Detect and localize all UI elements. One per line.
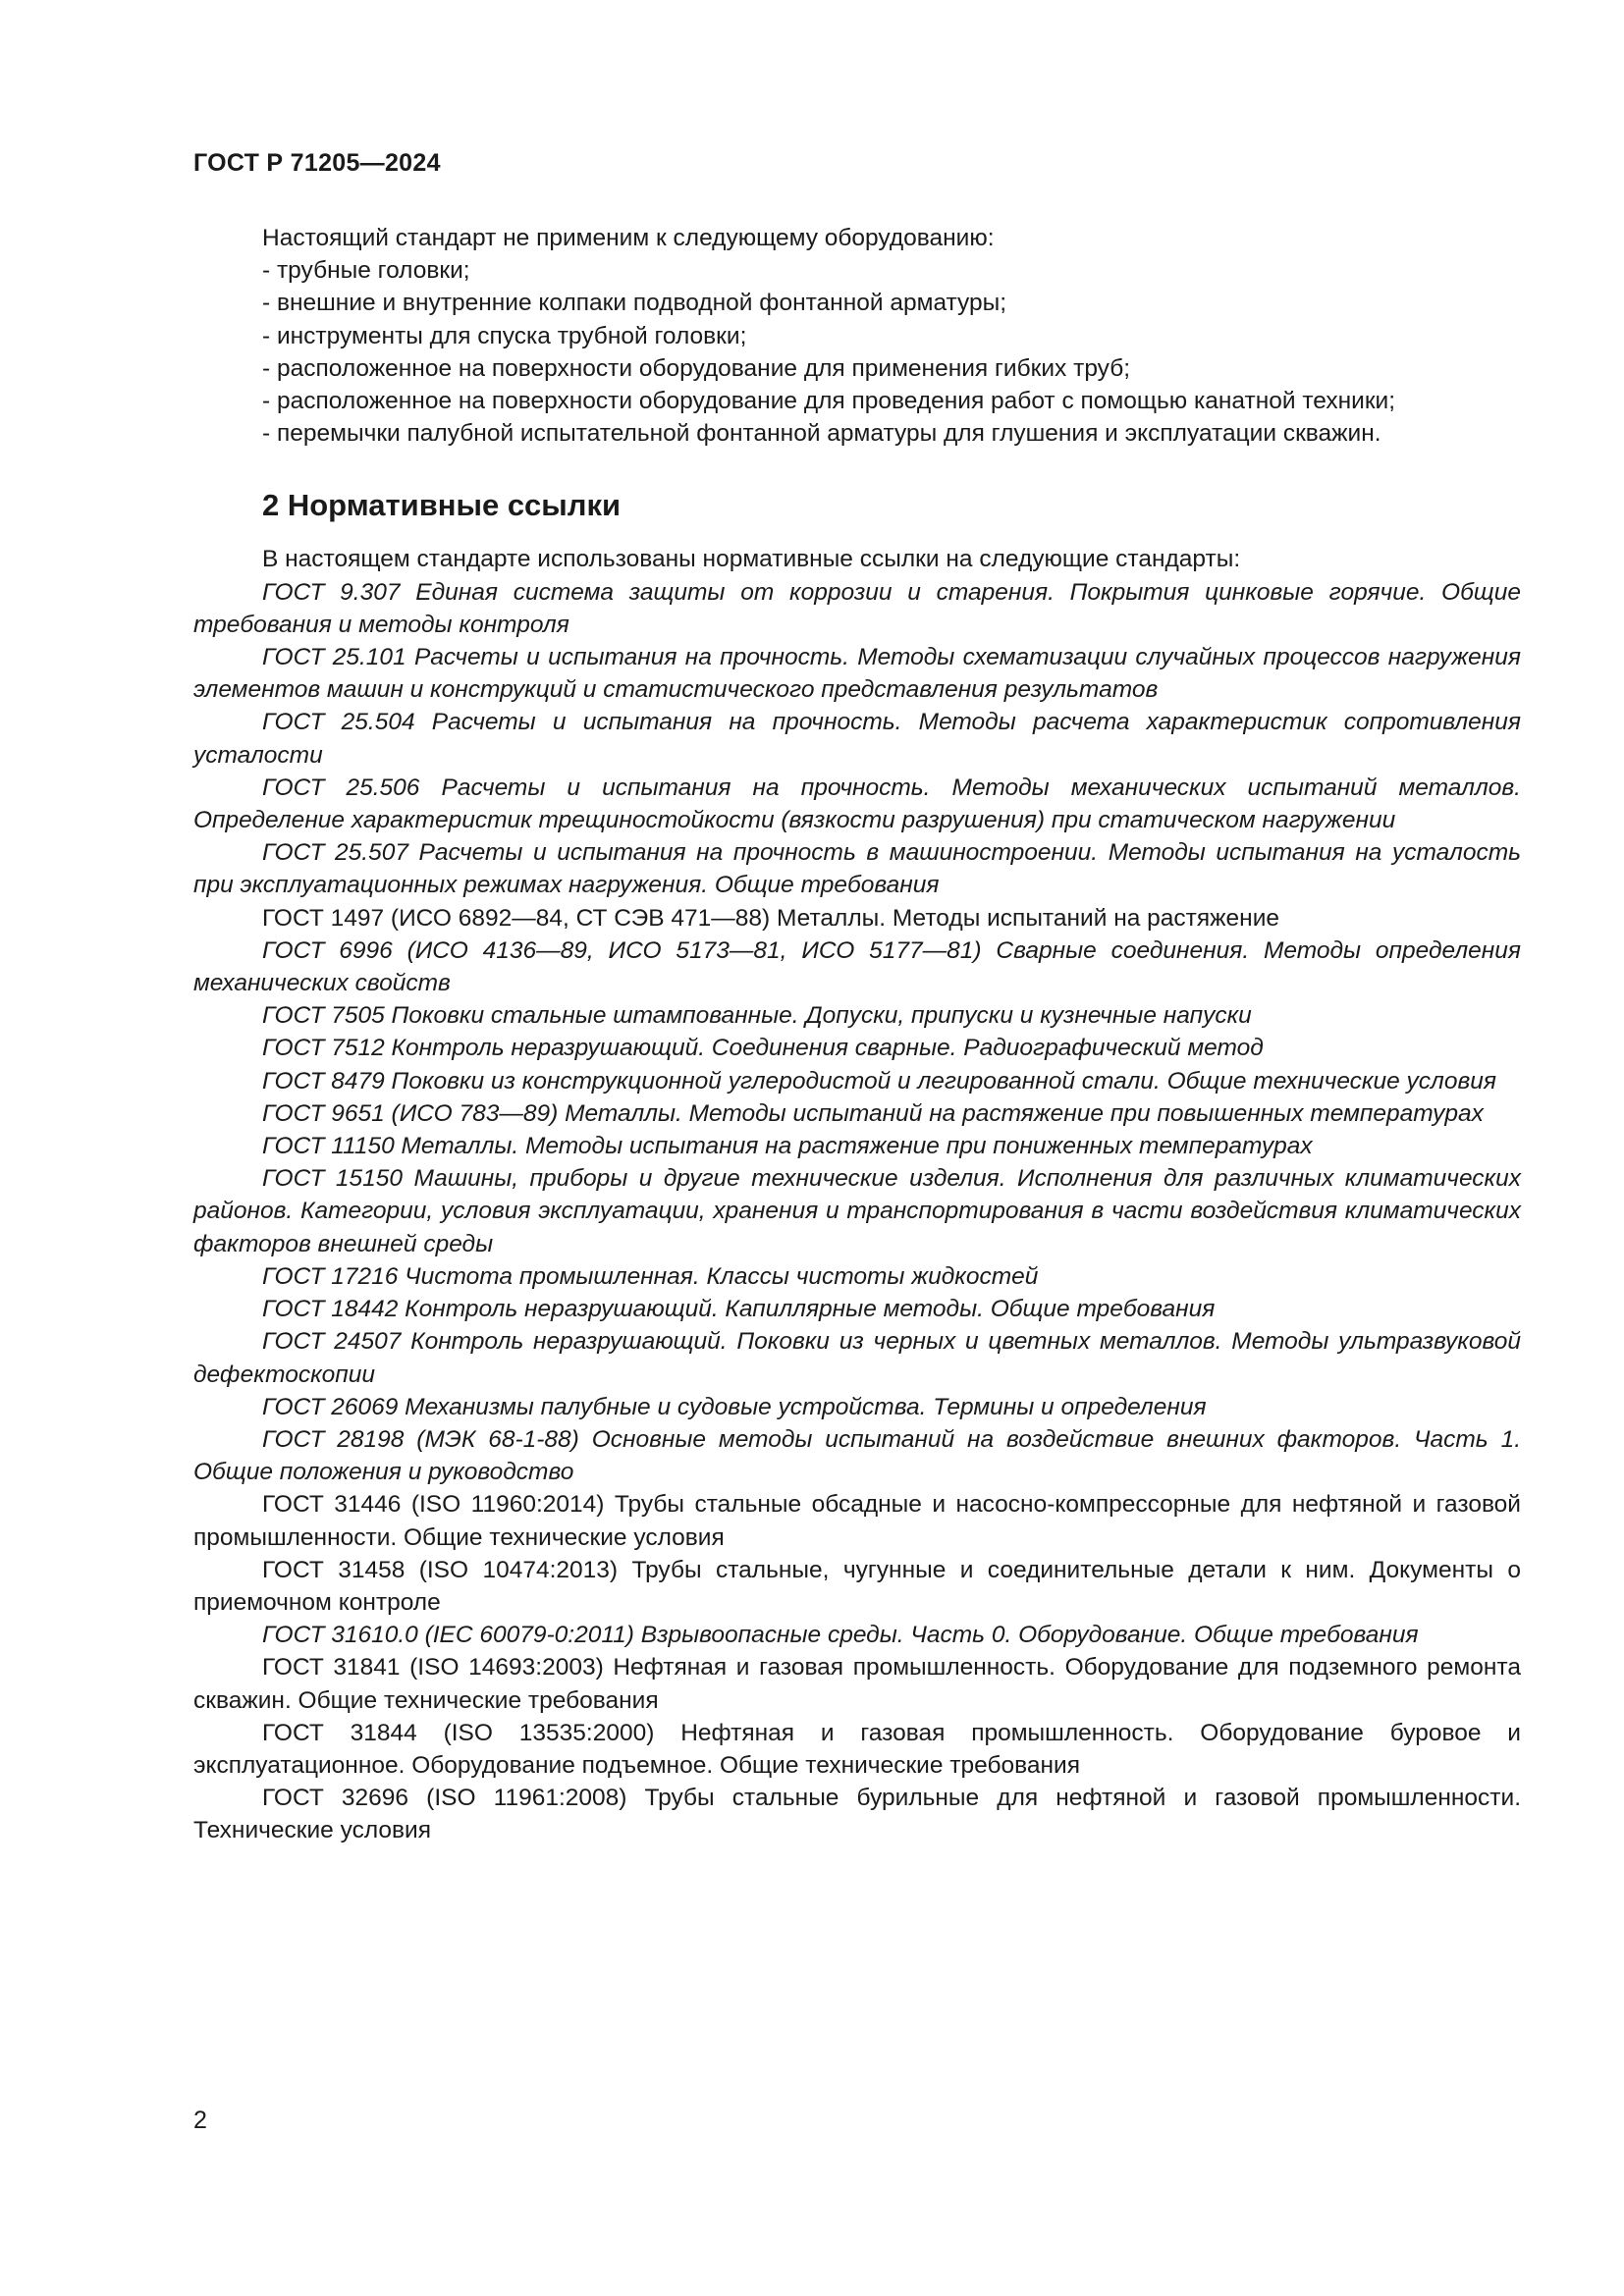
reference-item: ГОСТ 31610.0 (IEC 60079-0:2011) Взрывоопасные среды. Часть 0. Оборудование. Общие требования xyxy=(262,1622,1419,1649)
reference-item: ГОСТ 31844 (ISO 13535:2000) Нефтяная и газовая промышленность. Оборудование буровое и эксплуатационное. Оборудование подъемное. Общие технические требования xyxy=(193,1719,1521,1779)
reference-item: ГОСТ 6996 (ИСО 4136—89, ИСО 5173—81, ИСО 5177—81) Сварные соединения. Методы определения механических свойств xyxy=(193,936,1521,997)
reference-item: ГОСТ 7505 Поковки стальные штампованные. Допуски, припуски и кузнечные напуски xyxy=(262,1002,1252,1030)
list-item: - инструменты для спуска трубной головки; xyxy=(262,322,747,349)
list-item: - расположенное на поверхности оборудование для проведения работ с помощью канатной техники; xyxy=(262,388,1396,415)
page-content xyxy=(193,222,1521,1847)
reference-item: ГОСТ 25.101 Расчеты и испытания на прочность. Методы схематизации случайных процессов нагружения элементов машин и конструкций и статистического представления результатов xyxy=(193,644,1521,704)
references-list xyxy=(193,576,1521,1847)
reference-item: ГОСТ 8479 Поковки из конструкционной углеродистой и легированной стали. Общие технические условия xyxy=(262,1067,1496,1095)
document-id-header: ГОСТ Р 71205—2024 xyxy=(193,149,441,177)
reference-item: ГОСТ 1497 (ИСО 6892—84, СТ СЭВ 471—88) Металлы. Методы испытаний на растяжение xyxy=(262,904,1280,932)
reference-item: ГОСТ 9651 (ИСО 783—89) Металлы. Методы испытаний на растяжение при повышенных температурах xyxy=(262,1099,1484,1127)
page-number: 2 xyxy=(193,2107,207,2134)
list-item: - расположенное на поверхности оборудование для применения гибких труб; xyxy=(262,354,1131,382)
reference-item: ГОСТ 18442 Контроль неразрушающий. Капиллярные методы. Общие требования xyxy=(262,1296,1216,1323)
list-item: - внешние и внутренние колпаки подводной фонтанной арматуры; xyxy=(262,290,1007,317)
reference-item: ГОСТ 25.507 Расчеты и испытания на прочность в машиностроении. Методы испытания на усталость при эксплуатационных режимах нагружения. Общие требования xyxy=(193,839,1521,899)
reference-item: ГОСТ 32696 (ISO 11961:2008) Трубы стальные бурильные для нефтяной и газовой промышленности. Технические условия xyxy=(193,1785,1521,1844)
reference-item: ГОСТ 31458 (ISO 10474:2013) Трубы стальные, чугунные и соединительные детали к ним. Документы о приемочном контроле xyxy=(193,1556,1521,1616)
reference-item: ГОСТ 17216 Чистота промышленная. Классы чистоты жидкостей xyxy=(262,1262,1039,1290)
reference-item: ГОСТ 28198 (МЭК 68-1-88) Основные методы испытаний на воздействие внешних факторов. Часть 1. Общие положения и руководство xyxy=(193,1425,1521,1486)
list-item: - перемычки палубной испытательной фонтанной арматуры для глушения и эксплуатации скважин. xyxy=(262,420,1381,448)
section-intro: В настоящем стандарте использованы нормативные ссылки на следующие стандарты: xyxy=(262,546,1241,573)
reference-item: ГОСТ 31446 (ISO 11960:2014) Трубы стальные обсадные и насосно-компрессорные для нефтяной и газовой промышленности. Общие технические условия xyxy=(193,1491,1521,1551)
reference-item: ГОСТ 31841 (ISO 14693:2003) Нефтяная и газовая промышленность. Оборудование для подземного ремонта скважин. Общие технические требования xyxy=(193,1654,1521,1714)
reference-item: ГОСТ 9.307 Единая система защиты от коррозии и старения. Покрытия цинковые горячие. Общие требования и методы контроля xyxy=(193,578,1521,638)
exclusion-list xyxy=(193,254,1521,450)
reference-item: ГОСТ 24507 Контроль неразрушающий. Поковки из черных и цветных металлов. Методы ультразвуковой дефектоскопии xyxy=(193,1328,1521,1388)
reference-item: ГОСТ 25.506 Расчеты и испытания на прочность. Методы механических испытаний металлов. Определение характеристик трещиностойкости (вязкости разрушения) при статическом нагружении xyxy=(193,774,1521,834)
section-title: 2 Нормативные ссылки xyxy=(262,488,622,523)
reference-item: ГОСТ 7512 Контроль неразрушающий. Соединения сварные. Радиографический метод xyxy=(262,1035,1264,1062)
reference-item: ГОСТ 15150 Машины, приборы и другие технические изделия. Исполнения для различных климатических районов. Категории, условия эксплуатации, хранения и транспортирования в части воздействия климатических факторов внешней среды xyxy=(193,1165,1521,1257)
list-item: - трубные головки; xyxy=(262,257,470,285)
reference-item: ГОСТ 11150 Металлы. Методы испытания на растяжение при пониженных температурах xyxy=(262,1133,1313,1160)
reference-item: ГОСТ 26069 Механизмы палубные и судовые устройства. Термины и определения xyxy=(262,1393,1207,1420)
scope-exclusion-intro: Настоящий стандарт не применим к следующему оборудованию: xyxy=(262,225,995,251)
reference-item: ГОСТ 25.504 Расчеты и испытания на прочность. Методы расчета характеристик сопротивления усталости xyxy=(193,709,1521,769)
